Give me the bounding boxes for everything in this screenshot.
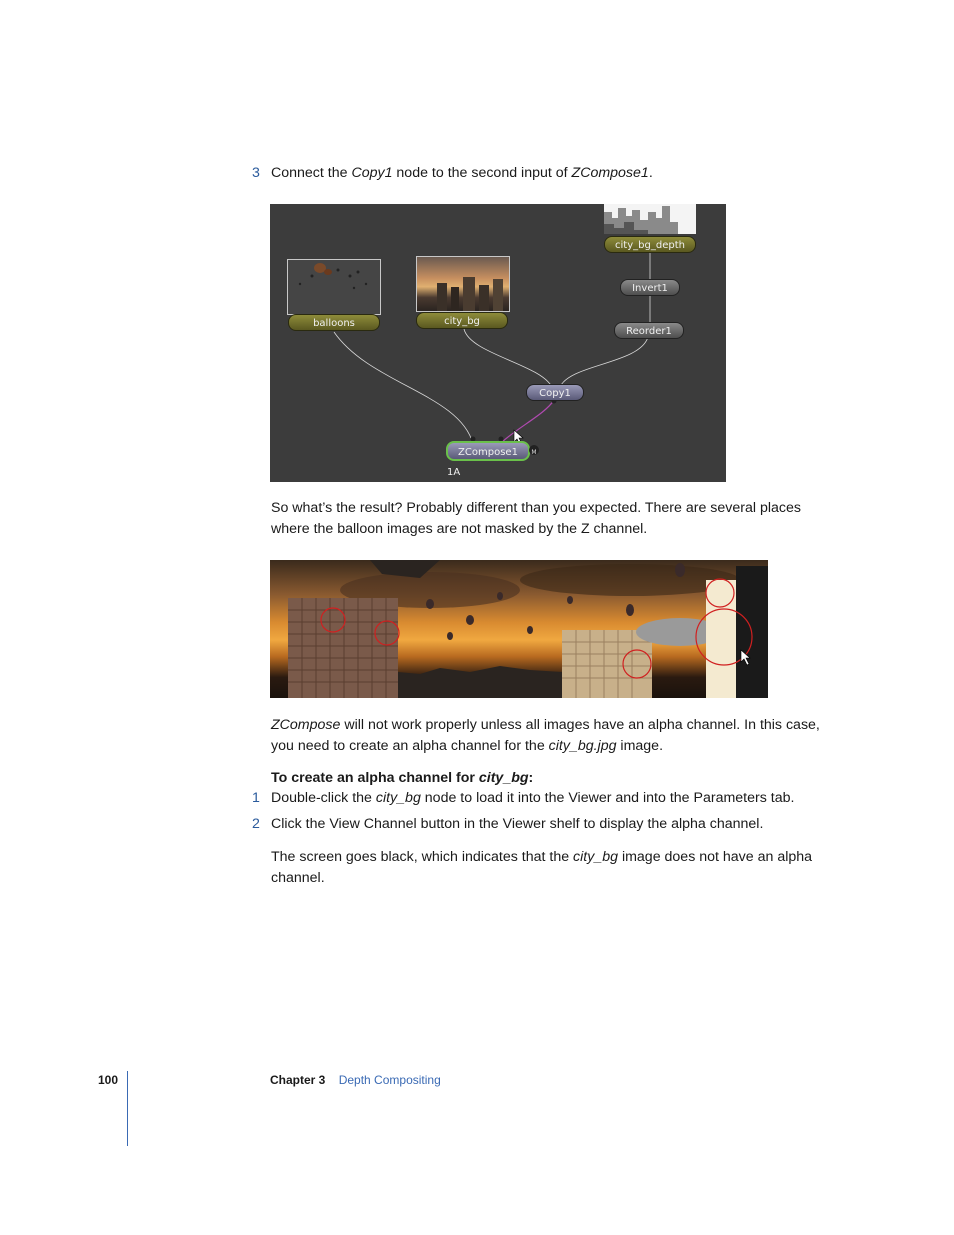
footer-chapter [270,1073,441,1087]
step-2-number: 2 [252,816,260,832]
alpha-paragraph: ZCompose will not work properly unless all images have an alpha channel. In this case, you need to create an alpha channel for the city_bg.jpg image. [271,717,820,754]
node-ref-zcompose1: ZCompose1 [571,165,649,181]
node-invert1[interactable]: Invert1 [620,279,680,296]
step-3 [252,163,260,184]
thumbnail-city-bg [416,256,510,312]
page-number: 100 [98,1073,119,1087]
node-balloons[interactable]: balloons [288,314,380,331]
chapter-label: Chapter 3 [270,1073,326,1087]
black-screen-paragraph: The screen goes black, which indicates that the city_bg image does not have an alpha channel. [271,849,813,886]
mask-badge: M [529,445,539,455]
thumbnail-city-bg-depth [604,204,696,234]
node-graph-figure [270,204,726,482]
chapter-title[interactable]: Depth Compositing [338,1073,441,1087]
node-zcompose1[interactable]: ZCompose1 [446,441,530,461]
node-city-bg-depth[interactable]: city_bg_depth [604,236,696,253]
step-3-text: Connect the Copy1 node to the second input of ZCompose1. [271,165,653,181]
node-city-bg[interactable]: city_bg [416,312,508,329]
step-1-number: 1 [252,790,260,806]
viewer-tag: 1A [447,467,461,478]
step-1-text: Double-click the city_bg node to load it into the Viewer and into the Parameters tab. [271,790,795,806]
composite-result-figure [270,560,768,698]
node-copy1[interactable]: Copy1 [526,384,584,401]
task-heading: To create an alpha channel for city_bg: [271,770,534,786]
footer-rule [127,1071,128,1146]
step-number: 3 [252,165,260,181]
result-paragraph: So what’s the result? Probably different than you expected. There are several places where the balloon images are not masked by the Z channel. [271,500,801,537]
node-ref-copy1: Copy1 [351,165,393,181]
step-2-text: Click the View Channel button in the Viewer shelf to display the alpha channel. [271,816,764,832]
node-reorder1[interactable]: Reorder1 [614,322,684,339]
thumbnail-balloons [287,259,381,315]
